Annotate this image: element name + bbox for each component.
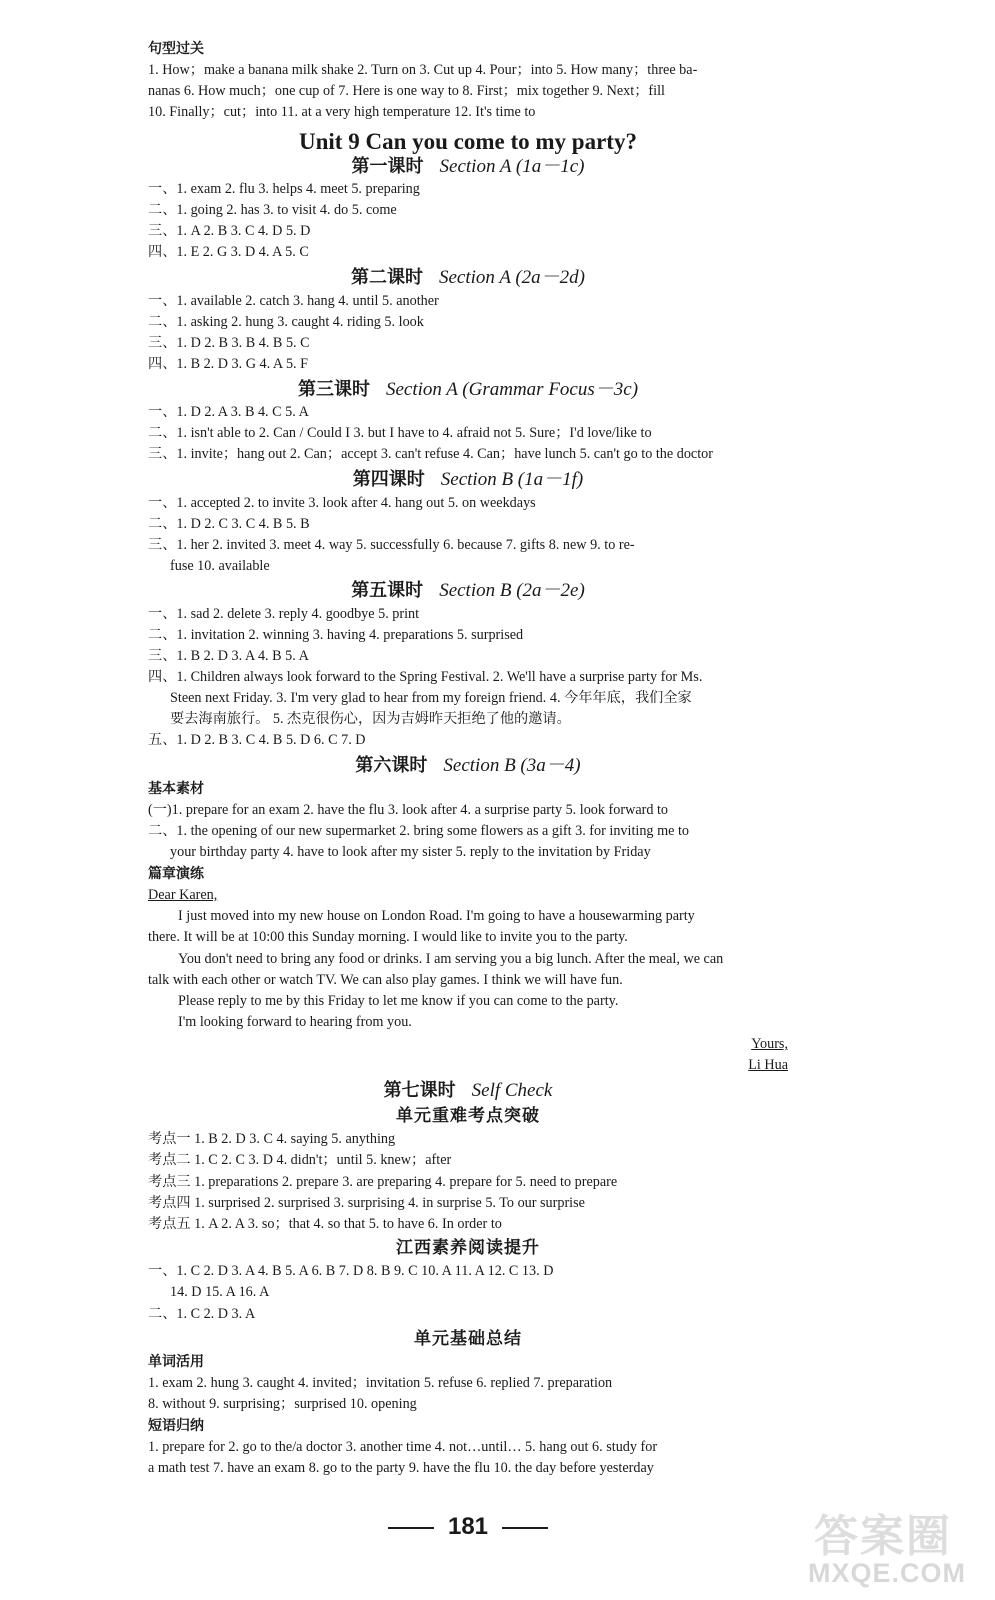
lesson-en: Section B (2a－2e)	[439, 580, 585, 601]
key-points-title: 单元重难考点突破	[396, 1106, 540, 1126]
answer-line: 10. Finally；cut；into 11. at a very high temperature 12. It's time to	[148, 104, 536, 120]
reading-title: 江西素养阅读提升	[396, 1238, 540, 1258]
closing-text: Yours,	[751, 1036, 788, 1052]
dash-left	[388, 1527, 434, 1529]
answer-line: Steen next Friday. 3. I'm very glad to hear from my foreign friend. 4. 今年年底，我们全家	[170, 690, 692, 706]
answer-line: 三、1. B 2. D 3. A 4. B 5. A	[148, 648, 309, 664]
lesson-en: Section B (1a－1f)	[440, 469, 584, 490]
answer-line: 考点三 1. preparations 2. prepare 3. are preparing 4. prepare for 5. need to prepare	[148, 1174, 618, 1190]
unit-title: Unit 9 Can you come to my party?	[299, 129, 637, 154]
lesson-cn: 第四课时	[352, 469, 425, 490]
letter-closing	[640, 1034, 788, 1055]
letter-line: You don't need to bring any food or drinks. I am serving you a big lunch. After the meal, we can	[178, 951, 724, 967]
lesson-en: Self Check	[471, 1080, 553, 1101]
lesson-cn: 第二课时	[351, 267, 423, 288]
answer-line: 二、1. going 2. has 3. to visit 4. do 5. come	[148, 202, 397, 218]
lesson-2-heading	[148, 265, 788, 291]
answer-line: 14. D 15. A 16. A	[170, 1284, 270, 1300]
vocab-heading: 单词活用	[148, 1354, 204, 1370]
answer-line: 三、1. A 2. B 3. C 4. D 5. D	[148, 223, 311, 239]
watermark-url: MXQE.COM	[808, 1558, 967, 1588]
watermark-logo	[808, 1500, 978, 1592]
answer-line: 一、1. available 2. catch 3. hang 4. until 5. another	[148, 293, 439, 309]
lesson-en: Section B (3a－4)	[443, 755, 581, 776]
phrase-heading: 短语归纳	[148, 1418, 204, 1434]
lesson-3-heading	[148, 377, 788, 403]
signature-text: Li Hua	[748, 1057, 788, 1073]
answer-line: 三、1. D 2. B 3. B 4. B 5. C	[148, 335, 310, 351]
answer-line: 二、1. C 2. D 3. A	[148, 1306, 256, 1322]
answer-line: 一、1. accepted 2. to invite 3. look after 4. hang out 5. on weekdays	[148, 495, 536, 511]
drill-heading: 句型过关	[148, 41, 204, 57]
answer-line: 四、1. Children always look forward to the Spring Festival. 2. We'll have a surprise party for Ms.	[148, 669, 703, 685]
answer-line: 四、1. E 2. G 3. D 4. A 5. C	[148, 244, 309, 260]
answer-line: 一、1. C 2. D 3. A 4. B 5. A 6. B 7. D 8. B 9. C 10. A 11. A 12. C 13. D	[148, 1263, 554, 1279]
answer-line: 要去海南旅行。 5. 杰克很伤心，因为吉姆昨天拒绝了他的邀请。	[170, 711, 571, 727]
answer-line: 一、1. sad 2. delete 3. reply 4. goodbye 5. print	[148, 606, 420, 622]
answer-line: 考点一 1. B 2. D 3. C 4. saying 5. anything	[148, 1131, 396, 1147]
answer-line: 1. exam 2. hung 3. caught 4. invited；invitation 5. refuse 6. replied 7. preparation	[148, 1375, 613, 1391]
answer-line: 考点二 1. C 2. C 3. D 4. didn't；until 5. knew；after	[148, 1152, 452, 1168]
page-number-text: 181	[447, 1513, 489, 1540]
letter-greeting	[148, 885, 788, 906]
lesson-4-heading	[148, 467, 788, 493]
answer-line: 一、1. exam 2. flu 3. helps 4. meet 5. preparing	[148, 181, 420, 197]
letter-line: Please reply to me by this Friday to let me know if you can come to the party.	[178, 993, 619, 1009]
lesson-6-heading	[148, 753, 788, 779]
lesson-cn: 第三课时	[297, 379, 370, 400]
answer-line: 二、1. invitation 2. winning 3. having 4. preparations 5. surprised	[148, 627, 524, 643]
letter-line: I'm looking forward to hearing from you.	[178, 1014, 412, 1030]
lesson-cn: 第五课时	[351, 580, 424, 601]
answer-line: your birthday party 4. have to look after my sister 5. reply to the invitation by Friday	[170, 844, 651, 860]
lesson-en: Section A (Grammar Focus－3c)	[385, 379, 639, 400]
answer-line: 1. prepare for 2. go to the/a doctor 3. another time 4. not…until… 5. hang out 6. study for	[148, 1439, 658, 1455]
lesson-cn: 第六课时	[355, 755, 428, 776]
lesson-5-heading	[148, 578, 788, 604]
answer-line: 8. without 9. surprising；surprised 10. opening	[148, 1396, 417, 1412]
writing-heading: 篇章演练	[148, 866, 204, 882]
page-number	[148, 1513, 788, 1541]
answer-line: 二、1. asking 2. hung 3. caught 4. riding 5. look	[148, 314, 424, 330]
lesson-cn: 第一课时	[351, 156, 424, 177]
watermark-seal: 答案圈	[814, 1511, 952, 1562]
answer-line: 三、1. her 2. invited 3. meet 4. way 5. successfully 6. because 7. gifts 8. new 9. to re-	[148, 537, 635, 553]
answer-line: nanas 6. How much；one cup of 7. Here is one way to 8. First；mix together 9. Next；fill	[148, 83, 665, 99]
letter-line: there. It will be at 10:00 this Sunday morning. I would like to invite you to the party.	[148, 929, 628, 945]
answer-line: a math test 7. have an exam 8. go to the party 9. have the flu 10. the day before yesterday	[148, 1460, 654, 1476]
letter-line: I just moved into my new house on London Road. I'm going to have a housewarming party	[178, 908, 695, 924]
answer-line: (一)1. prepare for an exam 2. have the flu 3. look after 4. a surprise party 5. look forward to	[148, 802, 669, 818]
answer-line: 考点四 1. surprised 2. surprised 3. surprising 4. in surprise 5. To our surprise	[148, 1195, 585, 1211]
dash-right	[502, 1527, 548, 1529]
lesson-en: Section A (1a－1c)	[439, 156, 585, 177]
letter-line: talk with each other or watch TV. We can also play games. I think we will have fun.	[148, 972, 623, 988]
letter-signature	[640, 1055, 788, 1076]
materials-heading: 基本素材	[148, 781, 204, 797]
lesson-cn: 第七课时	[383, 1080, 456, 1101]
answer-line: 二、1. isn't able to 2. Can / Could I 3. but I have to 4. afraid not 5. Sure；I'd love/like to	[148, 425, 652, 441]
lesson-en: Section A (2a－2d)	[439, 267, 585, 288]
answer-line: 五、1. D 2. B 3. C 4. B 5. D 6. C 7. D	[148, 732, 366, 748]
answer-line: 四、1. B 2. D 3. G 4. A 5. F	[148, 356, 309, 372]
lesson-1-heading	[148, 154, 788, 180]
answer-line: 一、1. D 2. A 3. B 4. C 5. A	[148, 404, 309, 420]
greeting-text: Dear Karen,	[148, 887, 218, 903]
answer-line: 三、1. invite；hang out 2. Can；accept 3. can't refuse 4. Can；have lunch 5. can't go to the doctor	[148, 446, 713, 462]
answer-line: 1. How；make a banana milk shake 2. Turn on 3. Cut up 4. Pour；into 5. How many；three ba-	[148, 62, 698, 78]
answer-line: fuse 10. available	[170, 558, 270, 574]
summary-title: 单元基础总结	[414, 1329, 522, 1349]
answer-line: 二、1. the opening of our new supermarket 2. bring some flowers as a gift 3. for inviting me to	[148, 823, 689, 839]
answer-line: 二、1. D 2. C 3. C 4. B 5. B	[148, 516, 310, 532]
lesson-7-heading	[148, 1078, 788, 1104]
answer-line: 考点五 1. A 2. A 3. so；that 4. so that 5. to have 6. In order to	[148, 1216, 502, 1232]
